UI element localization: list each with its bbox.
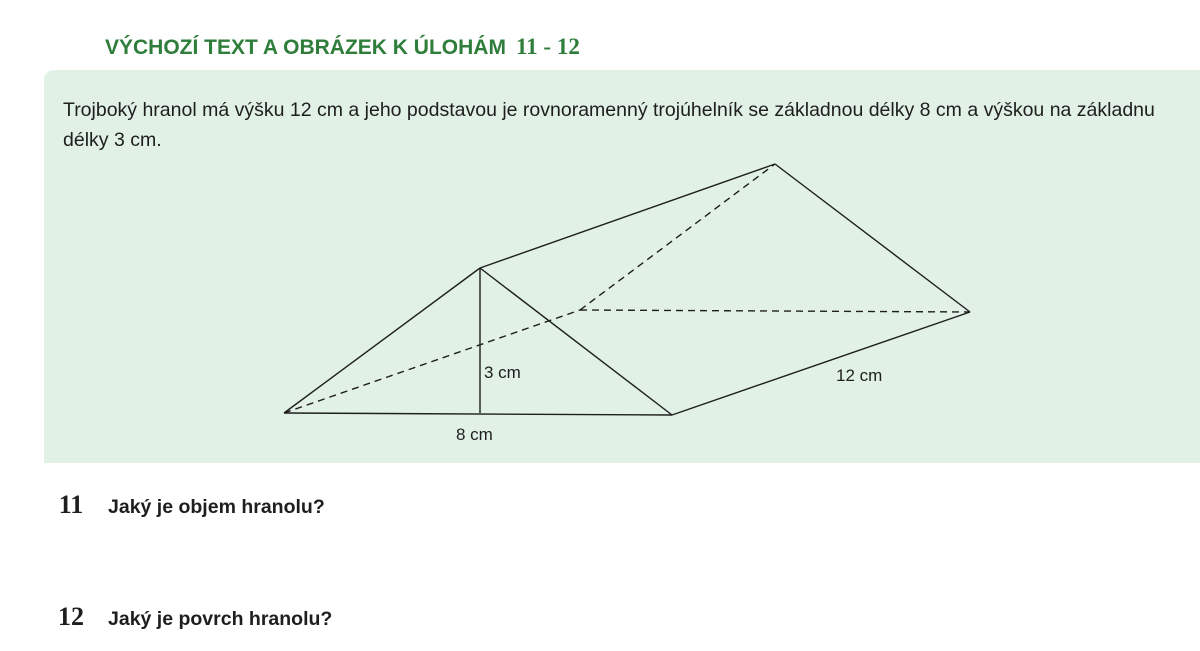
task-range: 11 - 12 [515,34,580,59]
hidden-back-left-edge [580,164,775,310]
question-text: Jaký je objem hranolu? [108,496,325,518]
front-right-edge [480,268,672,415]
hidden-back-base-edge [580,310,970,312]
question-11 [40,490,325,520]
top-ridge-edge [480,164,775,268]
front-base-edge [284,413,672,415]
section-title-text: VÝCHOZÍ TEXT A OBRÁZEK K ÚLOHÁM [105,36,506,59]
length-label: 12 cm [836,366,883,385]
bottom-right-edge [672,312,970,415]
back-right-edge [775,164,970,312]
question-text: Jaký je povrch hranolu? [108,608,333,630]
question-12 [40,602,332,632]
height-label: 3 cm [484,363,521,382]
front-left-edge [284,268,480,413]
question-number: 11 [58,490,84,519]
base-label: 8 cm [456,425,493,444]
question-number: 12 [58,602,84,631]
hidden-bottom-left-edge [284,310,580,413]
intro-text: Trojboký hranol má výšku 12 cm a jeho podstavou je rovnoramenný trojúhelník se základnou délky 8 cm a výškou na základnu délky 3 cm. [63,99,1155,151]
